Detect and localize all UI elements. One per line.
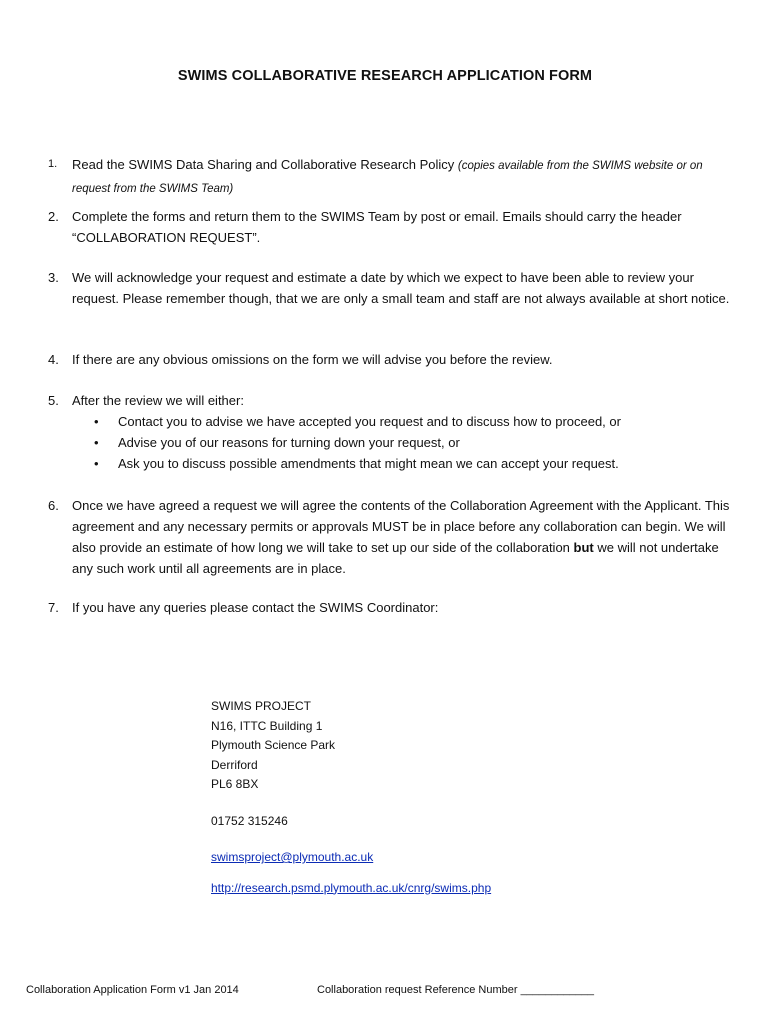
list-item-7 (48, 597, 738, 618)
bullet-icon: • (94, 435, 99, 450)
address-line: PL6 8BX (211, 777, 259, 791)
item-text: Once we have agreed a request we will agree the contents of the Collaboration Agreement with the Applicant. This agreement and any necessary permits or approvals MUST be in place before any collaboration can begin. We will also provide an estimate of how long we will take to set up our side of the collaboration but we will not undertake any such work until all agreements are in place. (72, 498, 730, 576)
page-title: SWIMS COLLABORATIVE RESEARCH APPLICATION FORM (177, 68, 593, 84)
footer-reference-number: Collaboration request Reference Number ____________ (317, 984, 595, 996)
bullet-icon: • (94, 456, 99, 471)
item-text: If you have any queries please contact the SWIMS Coordinator: (72, 600, 439, 615)
item-text: Complete the forms and return them to the SWIMS Team by post or email. Emails should carry the header “COLLABORATION REQUEST”. (72, 209, 682, 245)
bullet-item: • Advise you of our reasons for turning down your request, or (94, 432, 738, 453)
bullet-icon: • (94, 414, 99, 429)
item-number: 7. (48, 600, 59, 615)
bullet-item: • Contact you to advise we have accepted you request and to discuss how to proceed, or (94, 411, 738, 432)
address-line: N16, ITTC Building 1 (211, 718, 323, 733)
item-text: After the review we will either: (72, 393, 244, 408)
footer-form-version: Collaboration Application Form v1 Jan 2014 (26, 984, 239, 996)
item-number: 3. (48, 270, 59, 285)
item-number: 6. (48, 498, 59, 513)
list-item-2 (48, 206, 738, 248)
email-link[interactable]: swimsproject@plymouth.ac.uk (211, 850, 374, 864)
item-italic-note: (copies available from the SWIMS website or on request from the SWIMS Team) (72, 160, 703, 195)
item-text: We will acknowledge your request and estimate a date by which we expect to have been able to review your request. Please remember though, that we are only a small team and staff are not always available at short notice. (72, 270, 730, 306)
bullet-list (94, 411, 738, 474)
list-item-4 (48, 349, 738, 370)
list-item-5 (48, 390, 738, 474)
item-text: Read the SWIMS Data Sharing and Collaborative Research Policy (72, 157, 458, 172)
contact-address-block (211, 697, 491, 898)
list-item-1 (48, 154, 738, 200)
item-number: 2. (48, 209, 59, 224)
list-item-6 (48, 495, 738, 579)
website-link[interactable]: http://research.psmd.plymouth.ac.uk/cnrg/swims.php (211, 880, 492, 895)
address-line: Plymouth Science Park (211, 738, 336, 752)
bold-word: but (573, 540, 594, 555)
item-number: 1. (48, 158, 58, 170)
item-text: If there are any obvious omissions on the form we will advise you before the review. (72, 352, 553, 367)
list-item-3 (48, 267, 738, 309)
address-line: Derriford (211, 757, 258, 772)
item-number: 4. (48, 352, 59, 367)
address-line: SWIMS PROJECT (211, 699, 312, 713)
item-number: 5. (48, 393, 59, 408)
phone-number: 01752 315246 (211, 813, 288, 828)
bullet-item: • Ask you to discuss possible amendments that might mean we can accept your request. (94, 453, 738, 474)
